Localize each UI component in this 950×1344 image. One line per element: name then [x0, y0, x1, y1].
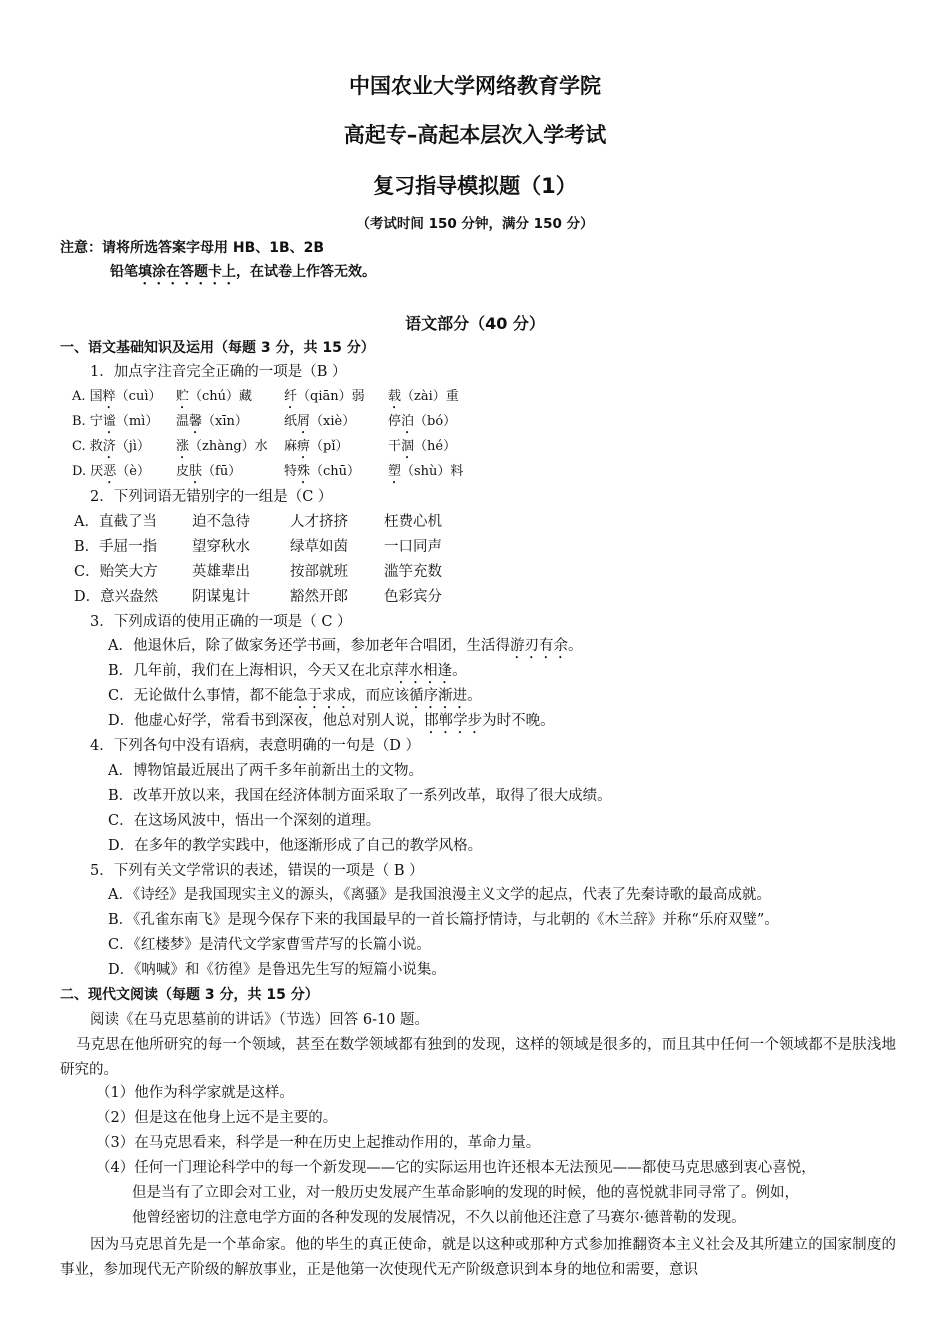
paper-title: 复习指导模拟题（1） [373, 174, 577, 198]
q5-option-a: A．《诗经》是我国现实主义的源头，《离骚》是我国浪漫主义文学的起点，代表了先秦诗歌的最高成就。 [108, 887, 771, 903]
q4-option-d: D．在多年的教学实践中，他逐渐形成了自己的教学风格。 [108, 838, 483, 854]
reading-paragraph-3: （3）在马克思看来，科学是一种在历史上起推动作用的，革命力量。 [96, 1135, 541, 1151]
q3-option-b: B．几年前，我们在上海相识，今天又在北京萍水相逢。 [108, 663, 467, 679]
part-title: 语文部分（40 分） [405, 314, 545, 333]
reading-paragraph-2: （2）但是这在他身上远不是主要的。 [96, 1110, 338, 1126]
q3-option-c: C．无论做什么事情，都不能急于求成，而应该循序渐进。 [108, 688, 482, 704]
q2-stem: 2．下列词语无错别字的一组是（C ） [90, 489, 333, 505]
q4-option-b: B．改革开放以来，我国在经济体制方面采取了一系列改革，取得了很大成绩。 [108, 788, 612, 804]
q3-option-a: A．他退休后，除了做家务还学书画，参加老年合唱团，生活得游刃有余。 [108, 638, 583, 654]
q4-stem: 4．下列各句中没有语病，表意明确的一句是（D ） [90, 738, 420, 754]
notice-line-2: 铅笔填涂在答题卡上，在试卷上作答无效。 [110, 264, 376, 280]
reading-paragraph-4-line-2: 但是当有了立即会对工业，对一般历史发展产生革命影响的发现的时候，他的喜悦就非同寻常了。例如， [132, 1185, 799, 1201]
q4-option-a: A．博物馆最近展出了两千多年前新出土的文物。 [108, 763, 423, 779]
exam-name: 高起专–高起本层次入学考试 [343, 123, 607, 147]
time-note: （考试时间 150 分钟，满分 150 分） [356, 216, 594, 232]
q5-option-b: B．《孔雀东南飞》是现今保存下来的我国最早的一首长篇抒情诗，与北朝的《木兰辞》并称“乐府双璧”。 [108, 912, 779, 928]
reading-intro: 阅读《在马克思墓前的讲话》（节选）回答 6-10 题。 [90, 1012, 430, 1028]
reading-paragraph-0: 马克思在他所研究的每一个领域，甚至在数学领域都有独到的发现，这样的领域是很多的，而且其中任何一个领域都不是肤浅地研究的。 [60, 1037, 896, 1078]
reading-paragraph-5: 因为马克思首先是一个革命家。他的毕生的真正使命，就是以这种或那种方式参加推翻资本主义社会及其所建立的国家制度的事业，参加现代无产阶级的解放事业，正是他第一次使现代无产阶级意识到本身的地位和需要，意识 [60, 1237, 896, 1278]
q3-option-d: D．他虚心好学，常看书到深夜，他总对别人说，邯郸学步为时不晚。 [108, 713, 555, 729]
section-1-title: 一、语文基础知识及运用（每题 3 分，共 15 分） [60, 340, 375, 356]
q5-option-c: C．《红楼梦》是清代文学家曹雪芹写的长篇小说。 [108, 937, 431, 953]
notice-line-1: 注意：请将所选答案字母用 HB、1B、2B [60, 240, 325, 256]
q3-stem: 3．下列成语的使用正确的一项是（ C ） [90, 614, 352, 630]
q1-stem: 1．加点字注音完全正确的一项是（B ） [90, 364, 347, 380]
q5-stem: 5．下列有关文学常识的表述，错误的一项是（ B ） [90, 863, 424, 879]
reading-paragraph-4-line-3: 他曾经密切的注意电学方面的各种发现的发展情况，不久以前他还注意了马赛尔·德普勒的发现。 [132, 1210, 746, 1226]
section-2-title: 二、现代文阅读（每题 3 分，共 15 分） [60, 987, 319, 1003]
q4-option-c: C．在这场风波中，悟出一个深刻的道理。 [108, 813, 381, 829]
reading-paragraph-1: （1）他作为科学家就是这样。 [96, 1085, 294, 1101]
reading-paragraph-4-line-1: （4）任何一门理论科学中的每一个新发现——它的实际运用也许还根本无法预见——都使马克思感到衷心喜悦， [96, 1160, 816, 1176]
exam-page: 中国农业大学网络教育学院 高起专–高起本层次入学考试 复习指导模拟题（1） （考试时间 150 分钟，满分 150 分） 注意：请将所选答案字母用 HB、1B、2B 铅笔填涂在答题卡上，在试卷上作答无效。 语文部分（40 分） 一、语文基础知识及运用（每题 3 分，共 15 分） 1．加点字注音完全正确的一项是（B ） A. 国粹（cuì） 贮（chú）藏 纤（qiān）弱 载（zài）重 B. 宁谧（mì） 温馨（xīn） 纸屑（xiè） 停泊（bó） C. 救济（jì） 涨（zhàng）水 麻痹（pǐ） 干涸（hé） D. 厌恶（è） 皮肤（fū） 特殊（chū） 塑（shù）料 2．下列词语无错别字的一组是（C ） A．直截了当 迫不急待 人才挤挤 枉费心机 B．手屈一指 望穿秋水 绿草如茵 一口同声 C．贻笑大方 英雄辈出 按部就班 滥竽充数 D．意兴盎然 阴谋鬼计 豁然开郎 色彩宾分 3．下列成语的使用正确的一项是（ C ） A．他退休后，除了做家务还学书画，参加老年合唱团，生活得游刃有余。 B．几年前，我们在上海相识，今天又在北京萍水相逢。 C．无论做什么事情，都不能急于求成，而应该循序渐进。 D．他虚心好学，常看书到深夜，他总对别人说，邯郸学步为时不晚。 4．下列各句中没有语病，表意明确的一句是（D ） A．博物馆最近展出了两千多年前新出土的文物。 B．改革开放以来，我国在经济体制方面采取了一系列改革，取得了很大成绩。 C．在这场风波中，悟出一个深刻的道理。 D．在多年的教学实践中，他逐渐形成了自己的教学风格。 5．下列有关文学常识的表述，错误的一项是（ B ） A．《诗经》是我国现实主义的源头，《离骚》是我国浪漫主义文学的起点，代表了先秦诗歌的最高成就。 B．《孔雀东南飞》是现今保存下来的我国最早的一首长篇抒情诗，与北朝的《木兰辞》并称“乐府双璧”。 C．《红楼梦》是清代文学家曹雪芹写的长篇小说。 D．《呐喊》和《彷徨》是鲁迅先生写的短篇小说集。 二、现代文阅读（每题 3 分，共 15 分） 阅读《在马克思墓前的讲话》（节选）回答 6-10 题。 马克思在他所研究的每一个领域，甚至在数学领域都有独到的发现，这样的领域是很多的，而且其中任何一个领域都不是肤浅地研究的。 （1）他作为科学家就是这样。 （2）但是这在他身上远不是主要的。 （3）在马克思看来，科学是一种在历史上起推动作用的，革命力量。 （4）任何一门理论科学中的每一个新发现——它的实际运用也许还根本无法预见——都使马克思感到衷心喜悦， 但是当有了立即会对工业，对一般历史发展产生革命影响的发现的时候，他的喜悦就非同寻常了。例如， 他曾经密切的注意电学方面的各种发现的发展情况，不久以前他还注意了马赛尔·德普勒的发现。 因为马克思首先是一个革命家。他的毕生的真正使命，就是以这种或那种方式参加推翻资本主义社会及其所建立的国家制度的事业，参加现代无产阶级的解放事业，正是他第一次使现代无产阶级意识到本身的地位和需要，意识 [0, 0, 950, 1344]
q5-option-d: D．《呐喊》和《彷徨》是鲁迅先生写的短篇小说集。 [108, 962, 446, 978]
school-name: 中国农业大学网络教育学院 [349, 74, 601, 98]
